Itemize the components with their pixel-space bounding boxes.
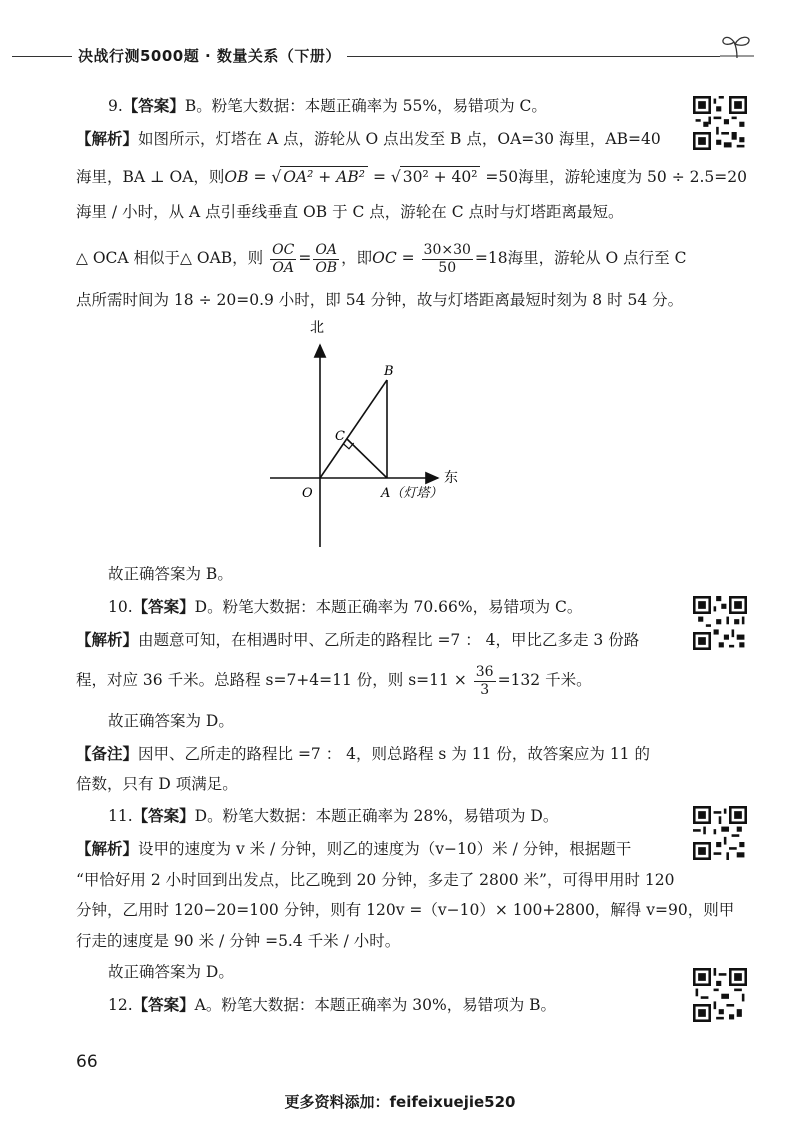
segment-ac xyxy=(347,439,387,478)
q9-answer-line xyxy=(108,96,547,116)
fraction-36-3 xyxy=(474,664,496,699)
q9-answer-text: B。粉笔大数据：本题正确率为 55%，易错项为 C。 xyxy=(184,97,547,115)
footer-text: 更多资料添加：feifeixuejie520 xyxy=(284,1093,516,1111)
q9-text-4c: =18海里，游轮从 O 点行至 C xyxy=(474,249,687,267)
q11-analysis-line-1 xyxy=(76,839,632,859)
q9-oc-symbol: OC xyxy=(372,249,397,267)
q9-text-2a: 海里，BA ⊥ OA，则 xyxy=(76,168,225,186)
fraction-numerator: 36 xyxy=(475,663,494,680)
q9-equals-4: = xyxy=(396,249,420,267)
q9-text-4b: ，即 xyxy=(341,249,373,267)
q9-conclusion: 故正确答案为 B。 xyxy=(108,565,233,583)
segment-ob xyxy=(320,380,387,478)
q11-conclusion: 故正确答案为 D。 xyxy=(108,963,234,981)
header-rule-right xyxy=(300,56,720,57)
q12-answer-label: 【答案】 xyxy=(132,996,195,1014)
north-label: 北 xyxy=(310,320,324,336)
fraction-30x30-50 xyxy=(422,242,473,277)
lighthouse-diagram xyxy=(260,315,480,555)
q9-text-4a: △ OCA 相似于△ OAB，则 xyxy=(76,249,264,267)
q11-answer-text: D。粉笔大数据：本题正确率为 28%，易错项为 D。 xyxy=(194,807,559,825)
q11-answer-label: 【答案】 xyxy=(132,807,195,825)
fraction-denominator: OB xyxy=(315,259,338,276)
q9-analysis-line-1 xyxy=(76,129,661,149)
point-a-label: A（灯塔） xyxy=(381,486,443,501)
q9-equals-1: = xyxy=(248,168,272,186)
q9-answer-label: 【答案】 xyxy=(122,97,185,115)
q9-analysis-line-5: 点所需时间为 18 ÷ 20=0.9 小时，即 54 分钟，故与灯塔距离最短时刻为 8 时 54 分。 xyxy=(76,291,684,309)
fraction-oa-ob xyxy=(313,242,339,277)
q9-equals-3: = xyxy=(298,249,312,267)
q12-answer-line xyxy=(108,995,556,1015)
q9-sqrt-expression-2: 30² + 40² xyxy=(400,166,481,187)
fraction-numerator: OC xyxy=(272,241,295,258)
q11-analysis-line-4: 行走的速度是 90 米 / 分钟 =5.4 千米 / 小时。 xyxy=(76,932,401,950)
q9-analysis-line-3: 海里 / 小时，从 A 点引垂线垂直 OB 于 C 点，游轮在 C 点时与灯塔距离最短。 xyxy=(76,203,624,221)
page-number: 66 xyxy=(76,1052,98,1072)
q10-note-text-1: 因甲、乙所走的路程比 =7 ： 4，则总路程 s 为 11 份，故答案应为 11 的 xyxy=(138,745,650,763)
q10-answer-line xyxy=(108,597,582,617)
q9-analysis-text-1: 如图所示，灯塔在 A 点，游轮从 O 点出发至 B 点，OA=30 海里，AB=40 xyxy=(138,130,661,148)
q9-analysis-label: 【解析】 xyxy=(76,130,139,148)
east-label: 东 xyxy=(444,470,458,486)
qr-code-icon[interactable] xyxy=(693,806,747,860)
q10-analysis-label: 【解析】 xyxy=(76,631,139,649)
fraction-denominator: 3 xyxy=(480,681,490,698)
header-rule-left xyxy=(12,56,72,57)
q9-ob-symbol: OB xyxy=(224,168,249,186)
q10-analysis-text-1: 由题意可知，在相遇时甲、乙所走的路程比 =7 ： 4，甲比乙多走 3 份路 xyxy=(138,631,640,649)
q11-answer-line xyxy=(108,806,558,826)
sprout-icon xyxy=(720,30,754,60)
q9-sqrt-expression-1: OA² + AB² xyxy=(280,166,368,187)
q9-text-2b: =50海里，游轮速度为 50 ÷ 2.5=20 xyxy=(480,168,747,186)
q10-number: 10. xyxy=(108,598,133,616)
q10-text-2a: 程，对应 36 千米。总路程 s=7+4=11 份，则 s=11 × xyxy=(76,671,467,689)
q10-note-label: 【备注】 xyxy=(76,745,139,763)
qr-code-icon[interactable] xyxy=(693,596,747,650)
q12-number: 12. xyxy=(108,996,133,1014)
point-b-label: B xyxy=(384,364,394,379)
q10-text-2b: =132 千米。 xyxy=(497,671,592,689)
point-c-label: C xyxy=(335,429,345,444)
qr-code-icon[interactable] xyxy=(693,96,747,150)
q10-analysis-line-2 xyxy=(76,660,592,700)
q10-note-line-2: 倍数，只有 D 项满足。 xyxy=(76,775,238,793)
q9-number: 9. xyxy=(108,97,123,115)
q9-analysis-line-4 xyxy=(76,238,686,278)
q11-analysis-line-3: 分钟，乙用时 120−20=100 分钟，则有 120v =（v−10）× 100+2800，解得 v=90，则甲 xyxy=(76,901,735,919)
q12-answer-text: A。粉笔大数据：本题正确率为 30%，易错项为 B。 xyxy=(194,996,557,1014)
q9-equals-2: = xyxy=(368,168,391,186)
q10-conclusion: 故正确答案为 D。 xyxy=(108,712,234,730)
fraction-oc-oa xyxy=(270,242,296,277)
q10-answer-text: D。粉笔大数据：本题正确率为 70.66%，易错项为 C。 xyxy=(194,598,583,616)
qr-code-icon[interactable] xyxy=(693,968,747,1022)
q10-note-line-1 xyxy=(76,744,650,764)
q9-analysis-line-2: 海里，BA ⊥ OA，则OB = √ OA² + AB² = √ 30² + 40² =50海里，游轮速度为 50 ÷ 2.5=20 xyxy=(76,168,747,186)
fraction-denominator: OA xyxy=(272,259,295,276)
fraction-numerator: OA xyxy=(313,242,339,260)
q11-number: 11. xyxy=(108,807,133,825)
header-title: 决战行测5000题 · 数量关系（下册） xyxy=(72,45,347,66)
q11-analysis-line-2: “甲恰好用 2 小时回到出发点，比乙晚到 20 分钟，多走了 2800 米”，可得甲用时 120 xyxy=(76,871,675,889)
fraction-numerator: 30×30 xyxy=(423,241,471,258)
q11-analysis-label: 【解析】 xyxy=(76,840,139,858)
fraction-denominator: 50 xyxy=(438,259,457,276)
q10-analysis-line-1 xyxy=(76,630,640,650)
q10-answer-label: 【答案】 xyxy=(132,598,195,616)
q11-analysis-text-1: 设甲的速度为 v 米 / 分钟，则乙的速度为（v−10）米 / 分钟，根据题干 xyxy=(138,840,632,858)
point-o-label: O xyxy=(302,486,313,501)
